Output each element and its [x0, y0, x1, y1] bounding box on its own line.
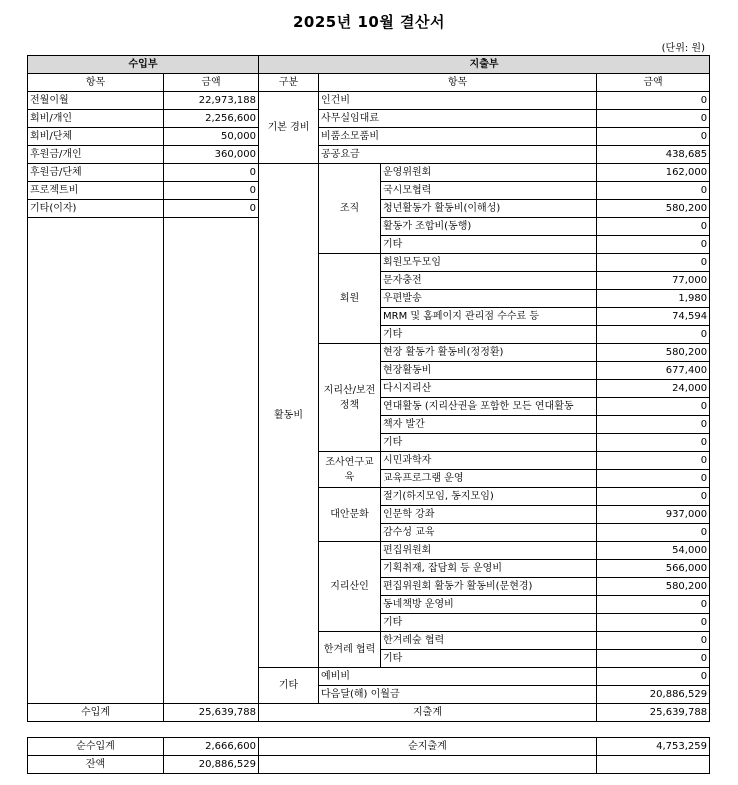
page-title: 2025년 10월 결산서 [292, 13, 446, 31]
expense-item-label: 다음달(해) 이월금 [319, 686, 597, 704]
expense-item-amount: 0 [597, 524, 710, 542]
expense-item-label: 기타 [381, 236, 597, 254]
income-amount-header: 금액 [164, 74, 259, 92]
income-item-label: 회비/개인 [28, 110, 164, 128]
expense-item-label: 운영위원회 [381, 164, 597, 182]
expense-item-label: 기타 [381, 614, 597, 632]
empty-cell [597, 756, 710, 774]
table-row [28, 110, 710, 128]
summary-row-1 [28, 738, 710, 756]
expense-item-amount: 580,200 [597, 578, 710, 596]
income-item-amount: 0 [164, 200, 259, 218]
expense-item-amount: 0 [597, 668, 710, 686]
income-item-amount: 22,973,188 [164, 92, 259, 110]
expense-item-label: 현장 활동가 활동비(정정환) [381, 344, 597, 362]
table-row [28, 128, 710, 146]
expense-subgroup-label: 지리산/보전정책 [319, 344, 381, 452]
income-item-amount: 360,000 [164, 146, 259, 164]
expense-item-label: 인건비 [319, 92, 597, 110]
expense-item-label: 편집위원회 [381, 542, 597, 560]
expense-item-amount: 580,200 [597, 344, 710, 362]
settlement-table [27, 55, 710, 722]
expense-item-amount: 580,200 [597, 200, 710, 218]
table-row [28, 146, 710, 164]
expense-item-label: 연대활동 (지리산권을 포함한 모든 연대활동 [381, 398, 597, 416]
summary-row-2 [28, 756, 710, 774]
income-section-header: 수입부 [28, 56, 259, 74]
expense-total-amount: 25,639,788 [597, 704, 710, 722]
expense-item-amount: 0 [597, 632, 710, 650]
expense-item-label: 기타 [381, 326, 597, 344]
income-item-amount: 0 [164, 164, 259, 182]
expense-item-label: 비품소모품비 [319, 128, 597, 146]
expense-subgroup-label: 조사연구교육 [319, 452, 381, 488]
balance-amount: 20,886,529 [164, 756, 259, 774]
expense-subgroup-label: 지리산인 [319, 542, 381, 632]
income-item-label: 후원금/개인 [28, 146, 164, 164]
expense-item-label: 감수성 교육 [381, 524, 597, 542]
expense-item-amount: 677,400 [597, 362, 710, 380]
net-expense-label: 순지출계 [259, 738, 597, 756]
income-item-amount: 2,256,600 [164, 110, 259, 128]
unit-label: (단위: 원) [661, 43, 705, 54]
expense-item-label: 국시모협력 [381, 182, 597, 200]
income-total-amount: 25,639,788 [164, 704, 259, 722]
expense-item-label: 우편발송 [381, 290, 597, 308]
income-item-label: 회비/단체 [28, 128, 164, 146]
expense-item-amount: 0 [597, 470, 710, 488]
income-empty-cell [164, 218, 259, 704]
expense-item-label: 예비비 [319, 668, 597, 686]
expense-item-label: 절기(하지모임, 동지모임) [381, 488, 597, 506]
expense-category-other: 기타 [259, 668, 319, 704]
expense-item-amount: 0 [597, 488, 710, 506]
expense-item-amount: 0 [597, 254, 710, 272]
expense-subgroup-label: 한겨레 협력 [319, 632, 381, 668]
header-row-2 [28, 74, 710, 92]
empty-cell [259, 756, 597, 774]
expense-item-amount: 0 [597, 434, 710, 452]
expense-item-amount: 20,886,529 [597, 686, 710, 704]
expense-item-amount: 566,000 [597, 560, 710, 578]
expense-total-label: 지출계 [259, 704, 597, 722]
totals-row [28, 704, 710, 722]
income-total-label: 수입계 [28, 704, 164, 722]
expense-item-amount: 0 [597, 596, 710, 614]
expense-item-amount: 0 [597, 110, 710, 128]
expense-item-label: 교육프로그램 운영 [381, 470, 597, 488]
income-item-label: 기타(이자) [28, 200, 164, 218]
expense-item-amount: 0 [597, 326, 710, 344]
table-row [28, 92, 710, 110]
expense-item-label: 활동가 조합비(동행) [381, 218, 597, 236]
expense-item-amount: 0 [597, 416, 710, 434]
expense-item-label: 한겨레숲 협력 [381, 632, 597, 650]
expense-item-amount: 162,000 [597, 164, 710, 182]
expense-item-label: 기획취재, 잡담회 등 운영비 [381, 560, 597, 578]
expense-item-amount: 1,980 [597, 290, 710, 308]
expense-item-label: MRM 및 홈페이지 관리점 수수료 등 [381, 308, 597, 326]
expense-item-amount: 74,594 [597, 308, 710, 326]
expense-item-amount: 54,000 [597, 542, 710, 560]
expense-item-amount: 0 [597, 650, 710, 668]
expense-item-label: 사무실임대료 [319, 110, 597, 128]
expense-subgroup-label: 조직 [319, 164, 381, 254]
expense-item-amount: 77,000 [597, 272, 710, 290]
expense-item-label: 공공요금 [319, 146, 597, 164]
income-empty-cell [28, 218, 164, 704]
income-item-label: 프로젝트비 [28, 182, 164, 200]
expense-category-activity: 활동비 [259, 164, 319, 668]
expense-item-amount: 438,685 [597, 146, 710, 164]
expense-item-label: 책자 발간 [381, 416, 597, 434]
net-income-label: 순수입계 [28, 738, 164, 756]
header-row-1 [28, 56, 710, 74]
expense-item-amount: 0 [597, 218, 710, 236]
expense-section-header: 지출부 [259, 56, 710, 74]
expense-item-label: 기타 [381, 434, 597, 452]
income-item-amount: 0 [164, 182, 259, 200]
expense-item-label: 시민과학자 [381, 452, 597, 470]
expense-item-label: 다시지리산 [381, 380, 597, 398]
net-income-amount: 2,666,600 [164, 738, 259, 756]
expense-item-label: 문자충전 [381, 272, 597, 290]
summary-table [27, 737, 710, 774]
expense-item-amount: 0 [597, 128, 710, 146]
expense-item-label: 동네책방 운영비 [381, 596, 597, 614]
income-item-header: 항목 [28, 74, 164, 92]
table-row [28, 164, 710, 182]
balance-label: 잔액 [28, 756, 164, 774]
expense-item-amount: 0 [597, 452, 710, 470]
expense-item-amount: 0 [597, 92, 710, 110]
expense-item-label: 편집위원회 활동가 활동비(문현경) [381, 578, 597, 596]
expense-subgroup-label: 대안문화 [319, 488, 381, 542]
expense-category-header: 구분 [259, 74, 319, 92]
income-item-label: 후원금/단체 [28, 164, 164, 182]
expense-item-amount: 0 [597, 236, 710, 254]
expense-item-label: 기타 [381, 650, 597, 668]
expense-item-amount: 24,000 [597, 380, 710, 398]
expense-category-basic: 기본 경비 [259, 92, 319, 164]
net-expense-amount: 4,753,259 [597, 738, 710, 756]
expense-item-label: 회원모두모임 [381, 254, 597, 272]
income-item-label: 전월이월 [28, 92, 164, 110]
income-item-amount: 50,000 [164, 128, 259, 146]
expense-amount-header: 금액 [597, 74, 710, 92]
expense-item-header: 항목 [319, 74, 597, 92]
expense-subgroup-label: 회원 [319, 254, 381, 344]
expense-item-label: 인문학 강좌 [381, 506, 597, 524]
expense-item-amount: 0 [597, 398, 710, 416]
expense-item-amount: 937,000 [597, 506, 710, 524]
expense-item-label: 현장활동비 [381, 362, 597, 380]
expense-item-amount: 0 [597, 614, 710, 632]
expense-item-amount: 0 [597, 182, 710, 200]
expense-item-label: 청년활동가 활동비(이해성) [381, 200, 597, 218]
